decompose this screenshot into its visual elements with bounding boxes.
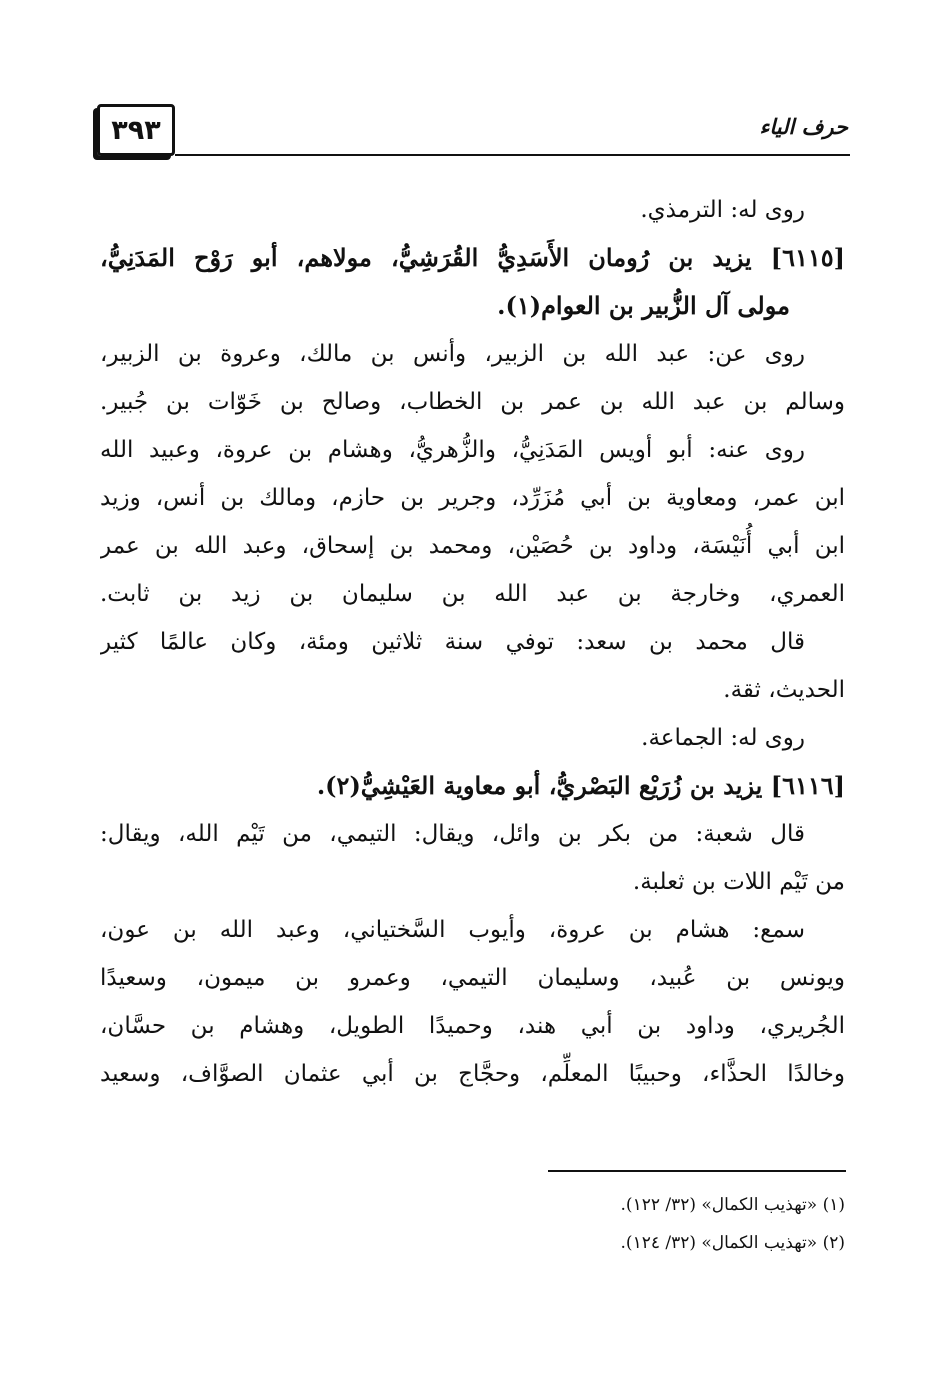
text-line: العمري، وخارجة بن عبد الله بن سليمان بن زيد بن ثابت. [100,581,845,607]
text-line: روى عن: عبد الله بن الزبير، وأنس بن مالك، وعروة بن الزبير، [100,341,805,367]
text-line: وخالدًا الحذَّاء، وحبيبًا المعلِّم، وحجَّاج بن أبي عثمان الصوَّاف، وسعيد [100,1061,845,1087]
header-rule [175,154,850,156]
footnotes [300,1186,845,1262]
entry-heading-continuation: مولى آل الزُّبير بن العوام(١). [497,291,790,320]
text-line: روى عنه: أبو أويس المَدَنِيُّ، والزُّهريُّ، وهشام بن عروة، وعبيد الله [100,437,805,463]
text-line: سمع: هشام بن عروة، وأيوب السَّختياني، وعبد الله بن عون، [100,917,805,943]
text-line: من تَيْم اللات بن ثعلبة. [632,869,845,895]
entry-heading-6115: [٦١١٥] يزيد بن رُومان الأَسَدِيُّ القُرَشِيُّ، مولاهم، أبو رَوْح المَدَنِيُّ، [100,243,845,272]
footnote-rule [548,1170,846,1172]
footnote-2: (٢) «تهذيب الكمال» (٣٢/ ١٢٤). [620,1233,845,1253]
page-number: ٣٩٣ [97,104,175,156]
text-line: ويونس بن عُبيد، وسليمان التيمي، وعمرو بن ميمون، وسعيدًا [100,965,845,991]
running-head: حرف الياء [759,114,848,139]
page-header [95,100,850,158]
text-line: الجُريري، وداود بن أبي هند، وحميدًا الطويل، وهشام بن حسَّان، [100,1013,845,1039]
text-line: وسالم بن عبد الله بن عمر بن الخطاب، وصالح بن خَوّات بن جُبير. [100,389,845,415]
text-line: الحديث، ثقة. [723,677,845,703]
text-line: روى له: الترمذي. [640,197,805,223]
text-line: ابن أبي أُنَيْسَة، وداود بن حُصَيْن، ومحمد بن إسحاق، وعبد الله بن عمر [100,533,845,559]
body-text [100,186,845,1098]
footnote-1: (١) «تهذيب الكمال» (٣٢/ ١٢٢). [620,1195,845,1215]
text-line: قال شعبة: من بكر بن وائل، ويقال: التيمي، من تَيْم الله، ويقال: [100,821,805,847]
text-line: قال محمد بن سعد: توفي سنة ثلاثين ومئة، وكان عالمًا كثير [100,629,805,655]
text-line: روى له: الجماعة. [641,725,805,751]
text-line: ابن عمر، ومعاوية بن أبي مُزَرِّد، وجرير بن حازم، ومالك بن أنس، وزيد [100,485,845,511]
entry-heading-6116: [٦١١٦] يزيد بن زُرَيْع البَصْريُّ، أبو معاوية العَيْشِيُّ(٢). [316,771,845,800]
